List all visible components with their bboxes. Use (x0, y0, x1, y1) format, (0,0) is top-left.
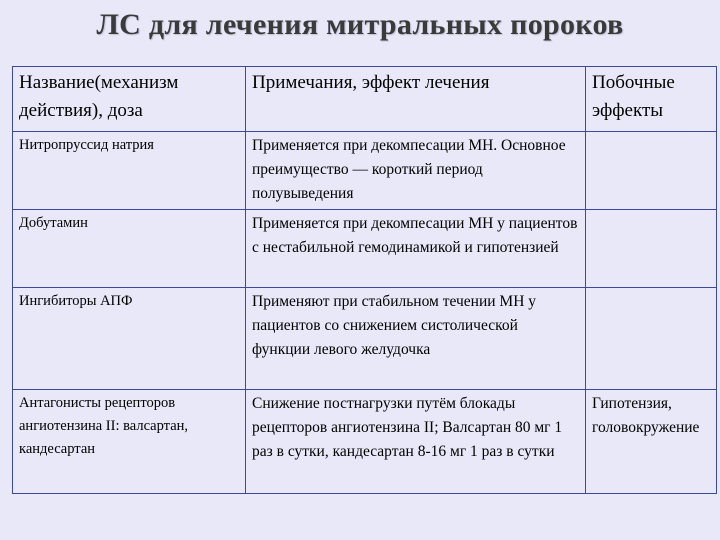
table-row (13, 390, 717, 494)
drug-side-effects (586, 210, 717, 288)
table-row (13, 132, 717, 210)
header-notes: Примечания, эффект лечения (246, 67, 586, 132)
table-row (13, 288, 717, 390)
drug-side-effects (586, 132, 717, 210)
table-row (13, 210, 717, 288)
slide-title: ЛС для лечения митральных пороков (96, 8, 624, 41)
drug-side-effects (586, 288, 717, 390)
drug-notes: Применяют при стабильном течении МН у пациентов со снижением систолической функции левого желудочка (246, 288, 586, 390)
drug-notes: Применяется при декомпесации МН. Основное преимущество — короткий период полувыведения (246, 132, 586, 210)
header-side-effects: Побочные эффекты (586, 67, 717, 132)
drug-name: Антагонисты рецепторов ангиотензина II: валсартан, кандесартан (13, 390, 246, 494)
table-header-row (13, 67, 717, 132)
drug-name: Добутамин (13, 210, 246, 288)
drug-name: Нитропруссид натрия (13, 132, 246, 210)
header-name: Название(механизм действия), доза (13, 67, 246, 132)
drugs-table (12, 66, 717, 494)
drug-notes: Снижение постнагрузки путём блокады рецепторов ангиотензина II; Валсартан 80 мг 1 раз в сутки, кандесартан 8-16 мг 1 раз в сутки (246, 390, 586, 494)
drug-notes: Применяется при декомпесации МН у пациентов с нестабильной гемодинамикой и гипотензией (246, 210, 586, 288)
drug-name: Ингибиторы АПФ (13, 288, 246, 390)
drug-side-effects: Гипотензия, головокружение (586, 390, 717, 494)
